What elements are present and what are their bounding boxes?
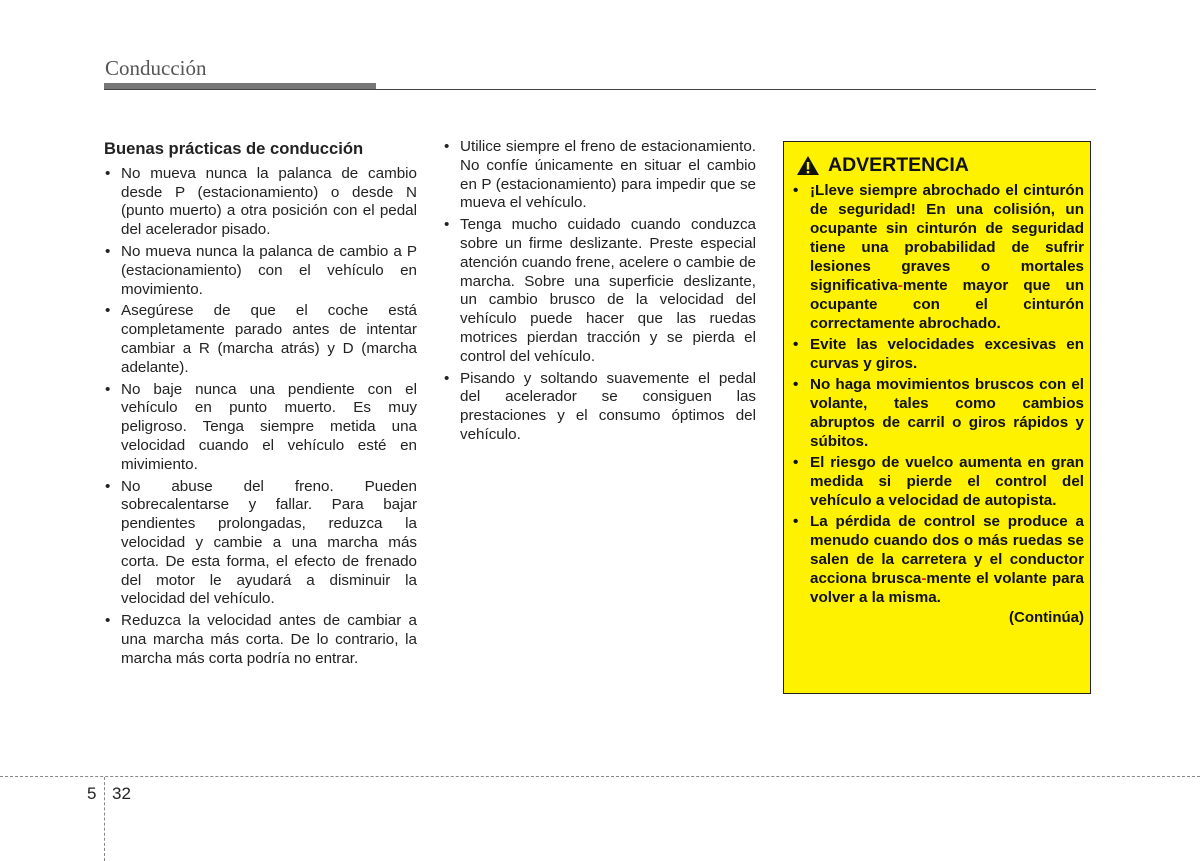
list-item: • Evite las velocidades excesivas en curvas y giros. [792,335,1084,373]
list-item: • El riesgo de vuelco aumenta en gran medida si pierde el control del vehículo a velocidad de autopista. [792,453,1084,510]
chapter-number: 5 [87,784,97,803]
page-number: 32 [112,784,131,803]
warning-bullet-list [792,181,1084,607]
page-title: Conducción [105,56,207,80]
warning-heading [796,154,1084,177]
warning-title: ADVERTENCIA [828,154,969,176]
middle-bullet-list [443,138,756,445]
list-item: • No abuse del freno. Pueden sobrecalentarse y fallar. Para bajar pendientes prolongadas, reduzca la velocidad y cambie a una marcha más corta. De esta forma, el efecto de frenado del motor le ayudará a disminuir la velocidad del vehículo. [104,478,417,610]
footer-rule [0,776,1200,777]
list-item: • No mueva nunca la palanca de cambio a P (estacionamiento) con el vehículo en movimiento. [104,243,417,299]
list-item: • ¡Lleve siempre abrochado el cinturón de seguridad! En una colisión, un ocupante sin cinturón de seguridad tiene una probabilidad de sufrir lesiones graves o mortales significativa-mente mayor que un ocupante con el cinturón correctamente abrochado. [792,181,1084,333]
list-item: • No mueva nunca la palanca de cambio desde P (estacionamiento) o desde N (punto muerto) a otra posición con el pedal del acelerador pisado. [104,165,417,240]
list-item: • Pisando y soltando suavemente el pedal del acelerador se consiguen las prestaciones y el consumo óptimos del vehículo. [443,370,756,445]
warning-box [783,141,1091,694]
hyphen-mark: - [897,277,903,294]
footer-divider [104,777,105,861]
list-item: • Asegúrese de que el coche está completamente parado antes de intentar cambiar a R (marcha atrás) y D (marcha adelante). [104,302,417,377]
list-item: • Reduzca la velocidad antes de cambiar a una marcha más corta. De lo contrario, la marcha más corta podría no entrar. [104,612,417,668]
list-item: • Tenga mucho cuidado cuando conduzca sobre un firme deslizante. Preste especial atención cuando frene, acelere o cambie de marcha. Sobre una superficie deslizante, un cambio brusco de la velocidad del vehículo puede hacer que las ruedas motrices pierdan tracción y se pierda el control del vehículo. [443,216,756,366]
left-column [104,138,417,672]
continues-note: (Continúa) [1009,609,1084,626]
list-item: • No haga movimientos bruscos con el volante, tales como cambios abruptos de carril o giros rápidos y súbitos. [792,375,1084,451]
left-bullet-list [104,165,417,669]
section-title: Buenas prácticas de conducción [104,139,364,158]
list-item: • La pérdida de control se produce a menudo cuando dos o más ruedas se salen de la carretera y el conductor acciona brusca-mente el volante para volver a la misma. [792,512,1084,607]
header-rule-thin [104,89,1096,90]
list-item: • Utilice siempre el freno de estacionamiento. No confíe únicamente en situar el cambio en P (estacionamiento) para impedir que se mueva el vehículo. [443,138,756,213]
warning-triangle-icon [796,155,820,176]
list-item: • No baje nunca una pendiente con el vehículo en punto muerto. Es muy peligroso. Tenga siempre metida una velocidad cuando el vehículo esté en mivimiento. [104,381,417,475]
middle-column [443,138,756,448]
hyphen-mark: - [921,570,927,587]
